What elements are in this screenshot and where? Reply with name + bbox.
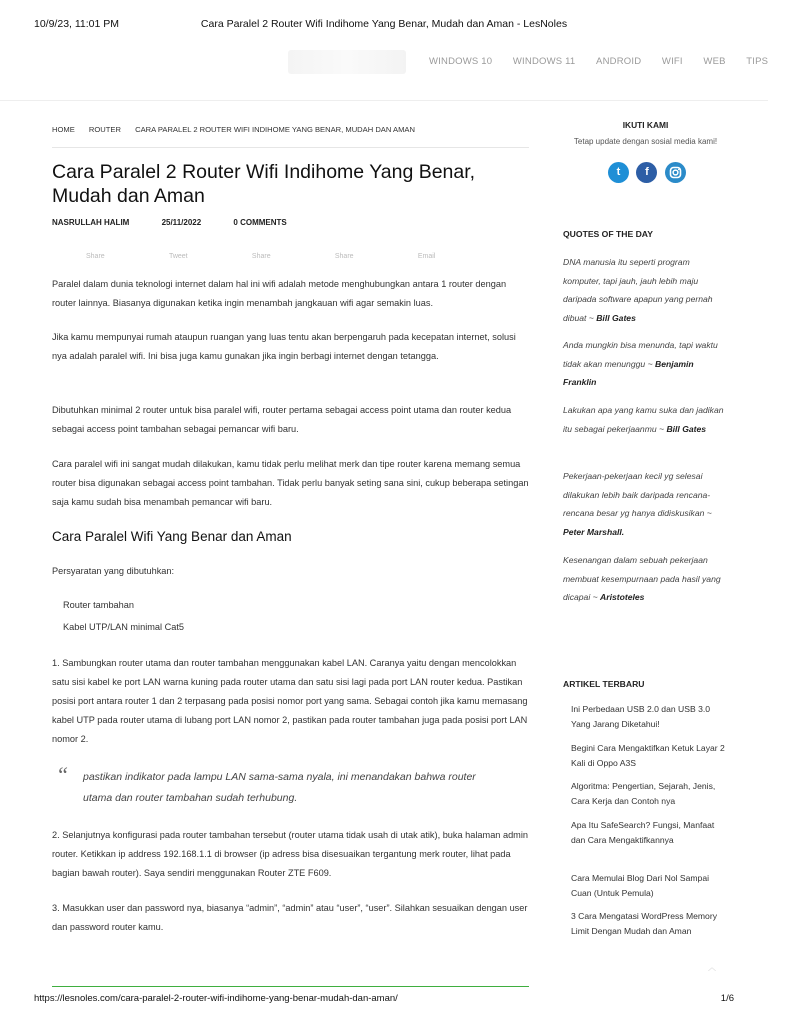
quote-item: Pekerjaan-pekerjaan kecil yg selesai dilakukan lebih baik daripada rencana-rencana besar yg hanya didiskusikan ~ Peter Marshall.	[563, 471, 712, 537]
quote-author: Benjamin Franklin	[563, 358, 694, 387]
paragraph-3: Dibutuhkan minimal 2 router untuk bisa paralel wifi, router pertama sebagai access point utama dan router kedua sebagai access point tambahan sebagai pemancar wifi baru.	[52, 405, 512, 434]
article-meta	[52, 218, 317, 227]
site-logo[interactable]	[288, 50, 406, 74]
nav-item-tips[interactable]: TIPS	[746, 56, 769, 67]
requirements-intro: Persyaratan yang dibutuhkan:	[52, 566, 175, 576]
author-link[interactable]: NASRULLAH HALIM	[52, 218, 130, 227]
social-icons	[608, 162, 689, 183]
breadcrumb-home[interactable]: HOME	[52, 125, 75, 134]
quote-item: Kesenangan dalam sebuah pekerjaan membuat kesempurnaan pada hasil yang dicapai ~ Aristoteles	[563, 555, 721, 602]
facebook-icon[interactable]: f	[636, 162, 657, 183]
share-button-3[interactable]: Share	[251, 253, 271, 260]
paragraph-4: Cara paralel wifi ini sangat mudah dilakukan, kamu tidak perlu melihat merk dan tipe router karena memang semua router bisa digunakan sebagai access point tambahan. Tidak perlu banyak seting sana sini, cukup beberapa setingan saja kamu sudah bisa menambah pemancar wifi baru.	[52, 459, 529, 507]
recent-articles-title: ARTIKEL TERBARU	[563, 679, 645, 689]
step-2: 2. Selanjutnya konfigurasi pada router tambahan tersebut (router utama tidak usah di utak atik), buka halaman admin router. Ketikkan ip address 192.168.1.1 di browser (ip adress bisa disesuaikan tergantung merk router, lihat pada bagian bawah router). Saya sendiri menggunakan Router ZTE F609.	[52, 830, 528, 878]
requirement-item: Router tambahan	[63, 600, 134, 610]
nav-item-web[interactable]: WEB	[703, 56, 726, 67]
recent-article-link[interactable]: Ini Perbedaan USB 2.0 dan USB 3.0 Yang Jarang Diketahui!	[571, 704, 711, 729]
print-url: https://lesnoles.com/cara-paralel-2-router-wifi-indihome-yang-benar-mudah-dan-aman/	[34, 993, 398, 1004]
post-date: 25/11/2022	[161, 218, 202, 227]
paragraph-1: Paralel dalam dunia teknologi internet dalam hal ini wifi adalah metode menghubungkan antara 1 router dengan router lainnya. Biasanya digunakan ketika ingin menambah jangkauan wifi agar semakin luas.	[52, 279, 507, 308]
quote-item: DNA manusia itu seperti program komputer, tapi jauh, jauh lebih maju daripada software apapun yang pernah dibuat ~ Bill Gates	[563, 257, 713, 323]
print-page-title: Cara Paralel 2 Router Wifi Indihome Yang Benar, Mudah dan Aman - LesNoles	[200, 18, 568, 30]
nav-item-windows-11[interactable]: WINDOWS 11	[512, 56, 576, 67]
breadcrumb-divider	[52, 147, 529, 148]
blockquote: pastikan indikator pada lampu LAN sama-sama nyala, ini menandakan bahwa router utama dan router tambahan sudah terhubung.	[83, 771, 476, 804]
nav-divider	[0, 100, 768, 101]
requirement-item: Kabel UTP/LAN minimal Cat5	[63, 622, 185, 632]
step-1: 1. Sambungkan router utama dan router tambahan menggunakan kabel LAN. Caranya yaitu dengan mencolokkan satu sisi kabel ke port LAN warna kuning pada router utama dan satu sisi lagi pada port LAN router kedua. Pastikan posisi port antara router 1 dan 2 terpasang pada posisi nomor port yang sama. Sebagai contoh jika kamu memasang kabel UTP pada router utama di lubang port LAN nomor 2, pastikan pada router tambahan juga pada posisi port LAN nomor 2.	[52, 658, 528, 744]
instagram-icon[interactable]	[665, 162, 686, 183]
nav-item-windows-10[interactable]: WINDOWS 10	[429, 56, 493, 67]
print-datetime: 10/9/23, 11:01 PM	[34, 18, 120, 30]
twitter-icon[interactable]: t	[608, 162, 629, 183]
comments-link[interactable]: 0 COMMENTS	[233, 218, 287, 227]
share-email-button[interactable]: Email	[417, 253, 436, 260]
paragraph-2: Jika kamu mempunyai rumah ataupun ruangan yang luas tentu akan berpengaruh pada kecepatan internet, solusi nya adalah paralel wifi. Ini bisa juga kamu gunakan jika ingin berbagi internet dengan tetangga.	[52, 332, 516, 361]
print-page-number: 1/6	[720, 993, 734, 1004]
article-title: Cara Paralel 2 Router Wifi Indihome Yang Benar, Mudah dan Aman	[52, 161, 476, 207]
recent-article-link[interactable]: Apa Itu SafeSearch? Fungsi, Manfaat dan Cara Mengaktifkannya	[571, 820, 715, 845]
recent-article-link[interactable]: Cara Memulai Blog Dari Nol Sampai Cuan (Untuk Pemula)	[571, 873, 710, 898]
quote-mark-icon: “	[56, 762, 69, 787]
follow-subtitle: Tetap update dengan sosial media kami!	[573, 137, 718, 146]
main-nav	[429, 56, 769, 67]
quotes-title: QUOTES OF THE DAY	[563, 229, 653, 239]
quote-author: Aristoteles	[600, 592, 645, 602]
section-heading: Cara Paralel Wifi Yang Benar dan Aman	[52, 529, 292, 544]
recent-article-link[interactable]: 3 Cara Mengatasi WordPress Memory Limit Dengan Mudah dan Aman	[571, 911, 717, 936]
share-bar	[86, 253, 499, 260]
follow-title: IKUTI KAMI	[622, 120, 669, 130]
step-3: 3. Masukkan user dan password nya, biasanya “admin”, “admin” atau “user”, “user”. Silahkan sesuaikan dengan user dan password router kamu.	[52, 903, 528, 932]
share-tweet-button[interactable]: Tweet	[168, 253, 188, 260]
breadcrumb-current: CARA PARALEL 2 ROUTER WIFI INDIHOME YANG BENAR, MUDAH DAN AMAN	[135, 125, 415, 134]
quote-item: Lakukan apa yang kamu suka dan jadikan itu sebagai pekerjaanmu ~ Bill Gates	[563, 405, 724, 434]
nav-item-android[interactable]: ANDROID	[596, 56, 642, 67]
footer-divider	[52, 986, 529, 987]
breadcrumb	[52, 125, 427, 134]
back-to-top-icon[interactable]: ︿	[708, 963, 716, 972]
quote-author: Peter Marshall.	[563, 526, 625, 537]
quote-author: Bill Gates	[666, 423, 707, 434]
quote-author: Bill Gates	[596, 312, 636, 323]
recent-article-link[interactable]: Algoritma: Pengertian, Sejarah, Jenis, Cara Kerja dan Contoh nya	[571, 781, 716, 806]
share-button-4[interactable]: Share	[334, 253, 354, 260]
share-facebook-button[interactable]: Share	[86, 253, 105, 260]
nav-item-wifi[interactable]: WIFI	[661, 56, 683, 67]
breadcrumb-router[interactable]: ROUTER	[88, 125, 121, 134]
quote-item: Anda mungkin bisa menunda, tapi waktu tidak akan menunggu ~ Benjamin Franklin	[563, 340, 718, 387]
recent-article-link[interactable]: Begini Cara Mengaktifkan Ketuk Layar 2 Kali di Oppo A3S	[571, 743, 725, 768]
